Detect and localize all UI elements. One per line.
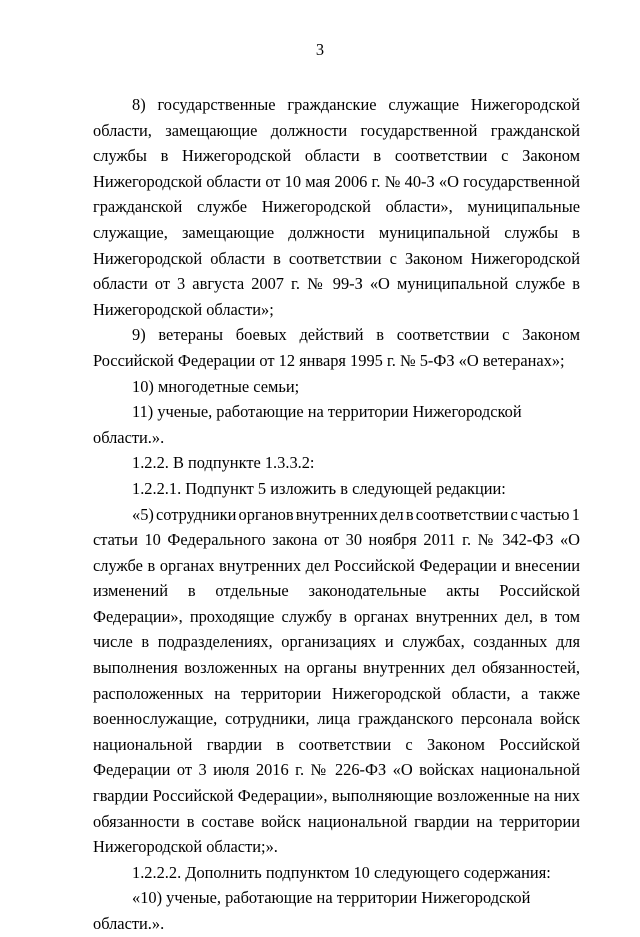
paragraph-item-10: 10) многодетные семьи; (132, 376, 300, 396)
paragraph-item-9: 9) ветераны боевых действий в соответствии с Законом Российской Федерации от 12 января 1995 г. № 5-ФЗ «О ветеранах»; (93, 325, 580, 370)
paragraph-1-2-2-2: 1.2.2.2. Дополнить подпунктом 10 следующего содержания: (132, 862, 551, 882)
paragraph-1-2-2: 1.2.2. В подпункте 1.3.3.2: (132, 453, 315, 473)
word: внутренних (295, 504, 378, 524)
word: с (510, 504, 518, 524)
paragraph-1-2-2-1: 1.2.2.1. Подпункт 5 изложить в следующей редакции: (132, 478, 506, 498)
paragraph-first-line (93, 502, 580, 528)
word: 1 (571, 504, 580, 524)
paragraph-item-8: 8) государственные гражданские служащие Нижегородской области, замещающие должности государственной гражданской службы в Нижегородской области в соответствии с Законом Нижегородской области от 10 мая 2006 г. № 40-З «О государственной гражданской службе Нижегородской области», муниципальные служащие, замещающие должности муниципальной службы в Нижегородской области в соответствии с Законом Нижегородской области от 3 августа 2007 г. № 99-З «О муниципальной службе в Нижегородской области»; (93, 95, 580, 319)
word: «5) (132, 504, 154, 524)
word: органов (238, 504, 294, 524)
page-number: 3 (315, 40, 325, 59)
document-body (93, 92, 580, 937)
word: дел (379, 504, 404, 524)
paragraph-item-5-new-wording (93, 502, 580, 860)
word: частью (519, 504, 570, 524)
word: соответствии (415, 504, 509, 524)
word: в (405, 504, 414, 524)
paragraph-continuation: статьи 10 Федерального закона от 30 ноября 2011 г. № 342-ФЗ «О службе в органах внутренних дел Российской Федерации и внесении изменений в отдельные законодательные акты Российской Федерации», проходящие службу в органах внутренних дел, в том числе в подразделениях, организациях и службах, созданных для выполнения возложенных на органы внутренних дел обязанностей, расположенных на территории Нижегородской области, а также военнослужащие, сотрудники, лица гражданского персонала войск национальной гвардии в соответствии с Законом Российской Федерации от 3 июля 2016 г. № 226-ФЗ «О войсках национальной гвардии Российской Федерации», выполняющие возложенные на них обязанности в составе войск национальной гвардии на территории Нижегородской области;». (93, 530, 580, 857)
word: сотрудники (155, 504, 237, 524)
paragraph-item-10-new: «10) ученые, работающие на территории Нижегородской области.». (93, 888, 531, 933)
paragraph-item-11: 11) ученые, работающие на территории Нижегородской области.». (93, 402, 522, 447)
